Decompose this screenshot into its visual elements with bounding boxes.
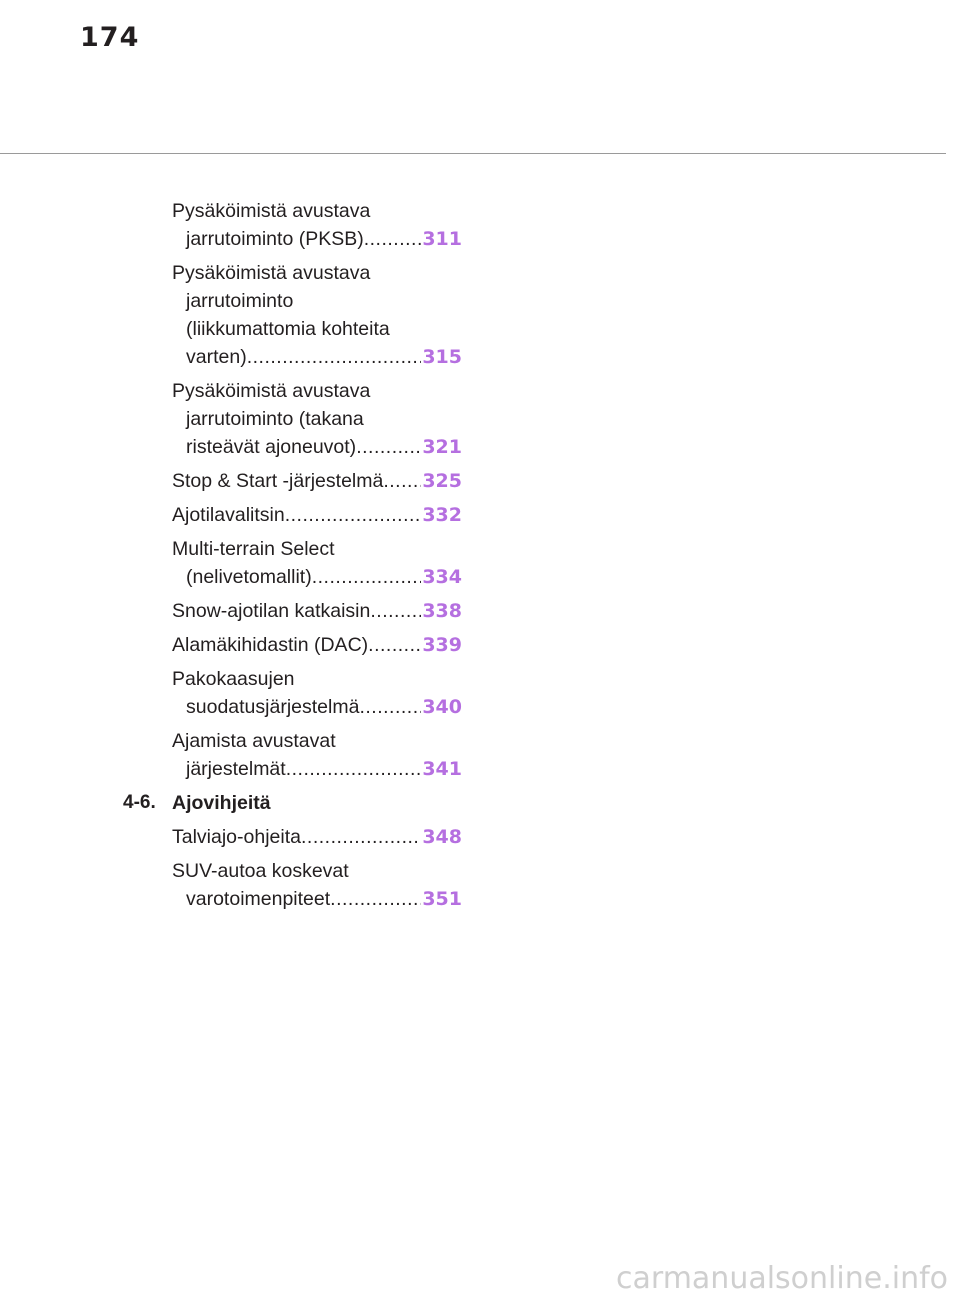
- toc-entry-last-line: [172, 501, 462, 529]
- toc-page-link[interactable]: 321: [422, 436, 462, 458]
- toc-page-link[interactable]: 339: [422, 634, 462, 656]
- toc-entry-text: varotoimenpiteet: [186, 888, 331, 910]
- toc-entry[interactable]: [172, 665, 462, 721]
- dot-leader: [285, 501, 422, 529]
- toc-entry-line: Multi-terrain Select: [172, 538, 335, 560]
- toc-entry-last-line: [172, 631, 462, 659]
- toc-entry-text: Talviajo-ohjeita: [172, 826, 301, 848]
- toc-entry-last-line: [172, 885, 462, 913]
- watermark-text: carmanualsonline.info: [616, 1261, 948, 1296]
- toc-section-heading: [123, 789, 462, 817]
- toc-entry[interactable]: [172, 597, 462, 625]
- toc-entry[interactable]: [172, 501, 462, 529]
- toc-entry-text: Ajotilavalitsin: [172, 504, 285, 526]
- toc-page-link[interactable]: 341: [422, 758, 462, 780]
- toc-entry-last-line: [172, 467, 462, 495]
- toc-page-link[interactable]: 338: [422, 600, 462, 622]
- toc-entry[interactable]: [172, 467, 462, 495]
- toc-entry-line: Ajamista avustavat: [172, 730, 336, 752]
- toc-entry-last-line: [172, 755, 462, 783]
- dot-leader: [370, 597, 421, 625]
- toc-entry-line: Pysäköimistä avustava: [172, 200, 371, 222]
- toc-entry-last-line: [172, 225, 462, 253]
- toc-entry-line: SUV-autoa koskevat: [172, 860, 349, 882]
- toc-entry-last-line: [172, 433, 462, 461]
- toc-page-link[interactable]: 351: [422, 888, 462, 910]
- dot-leader: [364, 225, 422, 253]
- toc-entry[interactable]: [172, 377, 462, 461]
- dot-leader: [383, 467, 421, 495]
- toc-entry-text: jarrutoiminto (PKSB): [186, 228, 364, 250]
- toc-entry[interactable]: [172, 727, 462, 783]
- toc-entry-last-line: [172, 343, 462, 371]
- toc-group-b: [172, 823, 462, 913]
- dot-leader: [356, 433, 421, 461]
- toc-entry-text: varten): [186, 346, 247, 368]
- toc-entry[interactable]: [172, 535, 462, 591]
- toc-entry-line: Pysäköimistä avustava: [172, 262, 371, 284]
- section-title: Ajovihjeitä: [172, 792, 271, 814]
- toc-page-link[interactable]: 334: [422, 566, 462, 588]
- toc-entry-line: jarrutoiminto (takana: [186, 408, 364, 430]
- toc-entry-last-line: [172, 597, 462, 625]
- toc-entry[interactable]: [172, 197, 462, 253]
- toc-entry[interactable]: [172, 259, 462, 371]
- toc-page-link[interactable]: 315: [422, 346, 462, 368]
- dot-leader: [312, 563, 422, 591]
- toc-page-link[interactable]: 340: [422, 696, 462, 718]
- toc-group-a: [172, 197, 462, 783]
- toc-entry-text: Snow-ajotilan katkaisin: [172, 600, 371, 622]
- toc-entry[interactable]: [172, 631, 462, 659]
- toc-entry-last-line: [172, 693, 462, 721]
- toc-entry-text: (nelivetomallit): [186, 566, 312, 588]
- toc-entry-text: järjestelmät: [186, 758, 286, 780]
- toc-entry-text: suodatusjärjestelmä: [186, 696, 360, 718]
- dot-leader: [286, 755, 422, 783]
- header-divider: [0, 153, 946, 154]
- toc-entry-last-line: [172, 563, 462, 591]
- toc-entry[interactable]: [172, 857, 462, 913]
- dot-leader: [301, 823, 421, 851]
- section-number: 4-6.: [123, 792, 156, 813]
- toc-entry-line: jarrutoiminto: [186, 290, 294, 312]
- toc-entry-text: risteävät ajoneuvot): [186, 436, 357, 458]
- dot-leader: [359, 693, 421, 721]
- dot-leader: [368, 631, 421, 659]
- toc-entry-line: Pysäköimistä avustava: [172, 380, 371, 402]
- toc-page-link[interactable]: 332: [422, 504, 462, 526]
- toc-entry-line: (liikkumattomia kohteita: [186, 318, 390, 340]
- toc-entry-text: Stop & Start -järjestelmä: [172, 470, 384, 492]
- page-number: 174: [80, 22, 140, 53]
- dot-leader: [330, 885, 421, 913]
- toc-page-link[interactable]: 348: [422, 826, 462, 848]
- dot-leader: [247, 343, 422, 371]
- toc-page-link[interactable]: 325: [422, 470, 462, 492]
- table-of-contents: [123, 197, 462, 919]
- toc-entry-last-line: [172, 823, 462, 851]
- toc-entry-text: Alamäkihidastin (DAC): [172, 634, 369, 656]
- toc-entry[interactable]: [172, 823, 462, 851]
- toc-page-link[interactable]: 311: [422, 228, 462, 250]
- toc-entry-line: Pakokaasujen: [172, 668, 295, 690]
